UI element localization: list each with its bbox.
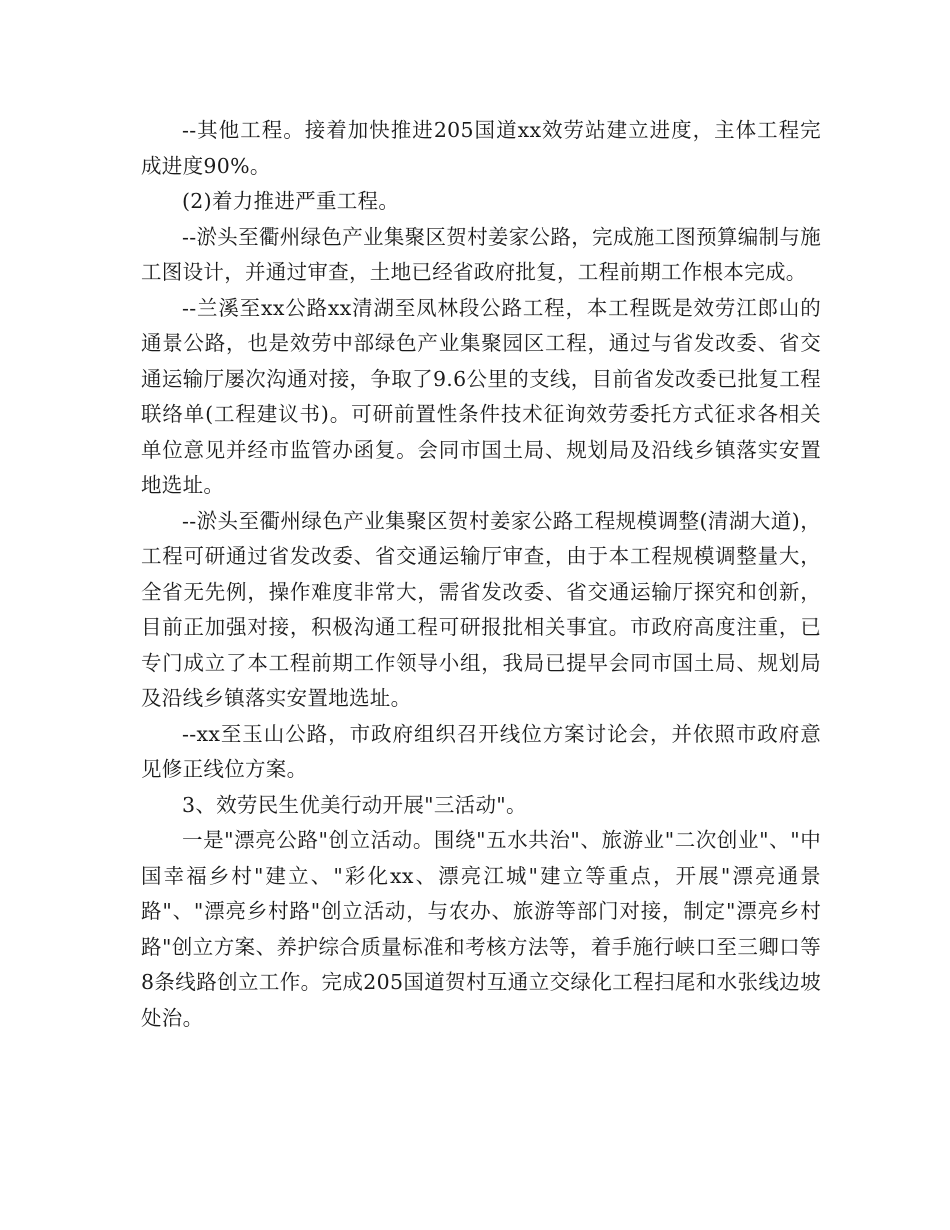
paragraph-section-heading-2: (2)着力推进严重工程。	[182, 189, 400, 213]
paragraph-other-projects: --其他工程。接着加快推进205国道xx效劳站建立进度，主体工程完成进度90%。	[141, 118, 821, 178]
paragraph-yushan-road: --xx至玉山公路，市政府组织召开线位方案讨论会，并依照市政府意见修正线位方案。	[141, 721, 821, 781]
paragraph-section-heading-3: 3、效劳民生优美行动开展"三活动"。	[182, 792, 527, 817]
paragraph-beautiful-road-activity: 一是"漂亮公路"创立活动。围绕"五水共治"、旅游业"二次创业"、"中国幸福乡村"建立、"彩化xx、漂亮江城"建立等重点，开展"漂亮通景路"、"漂亮乡村路"创立活动，与农办、旅游等部门对接，制定"漂亮乡村路"创立方案、养护综合质量标准和考核方法等，着手施行峡口至三卿口等8条线路创立工作。完成205国道贺村互通立交绿化工程扫尾和水张线边坡处治。	[141, 828, 821, 1030]
paragraph-yutou-road: --淤头至衢州绿色产业集聚区贺村姜家公路，完成施工图预算编制与施工图设计，并通过审查，土地已经省政府批复，工程前期工作根本完成。	[141, 224, 821, 284]
paragraph-lanxi-road: --兰溪至xx公路xx清湖至凤林段公路工程，本工程既是效劳江郎山的通景公路，也是效劳中部绿色产业集聚园区工程，通过与省发改委、省交通运输厅屡次沟通对接，争取了9.6公里的支线，目前省发改委已批复工程联络单(工程建议书)。可研前置性条件技术征询效劳委托方式征求各相关单位意见并经市监管办函复。会同市国土局、规划局及沿线乡镇落实安置地选址。	[141, 295, 821, 497]
paragraph-yutou-scale-adjustment: --淤头至衢州绿色产业集聚区贺村姜家公路工程规模调整(清湖大道)，工程可研通过省发改委、省交通运输厅审查，由于本工程规模调整量大，全省无先例，操作难度非常大，需省发改委、省交通运输厅探究和创新，目前正加强对接，积极沟通工程可研报批相关事宜。市政府高度注重，已专门成立了本工程前期工作领导小组，我局已提早会同市国土局、规划局及沿线乡镇落实安置地选址。	[141, 508, 821, 710]
document-body	[141, 113, 821, 1036]
